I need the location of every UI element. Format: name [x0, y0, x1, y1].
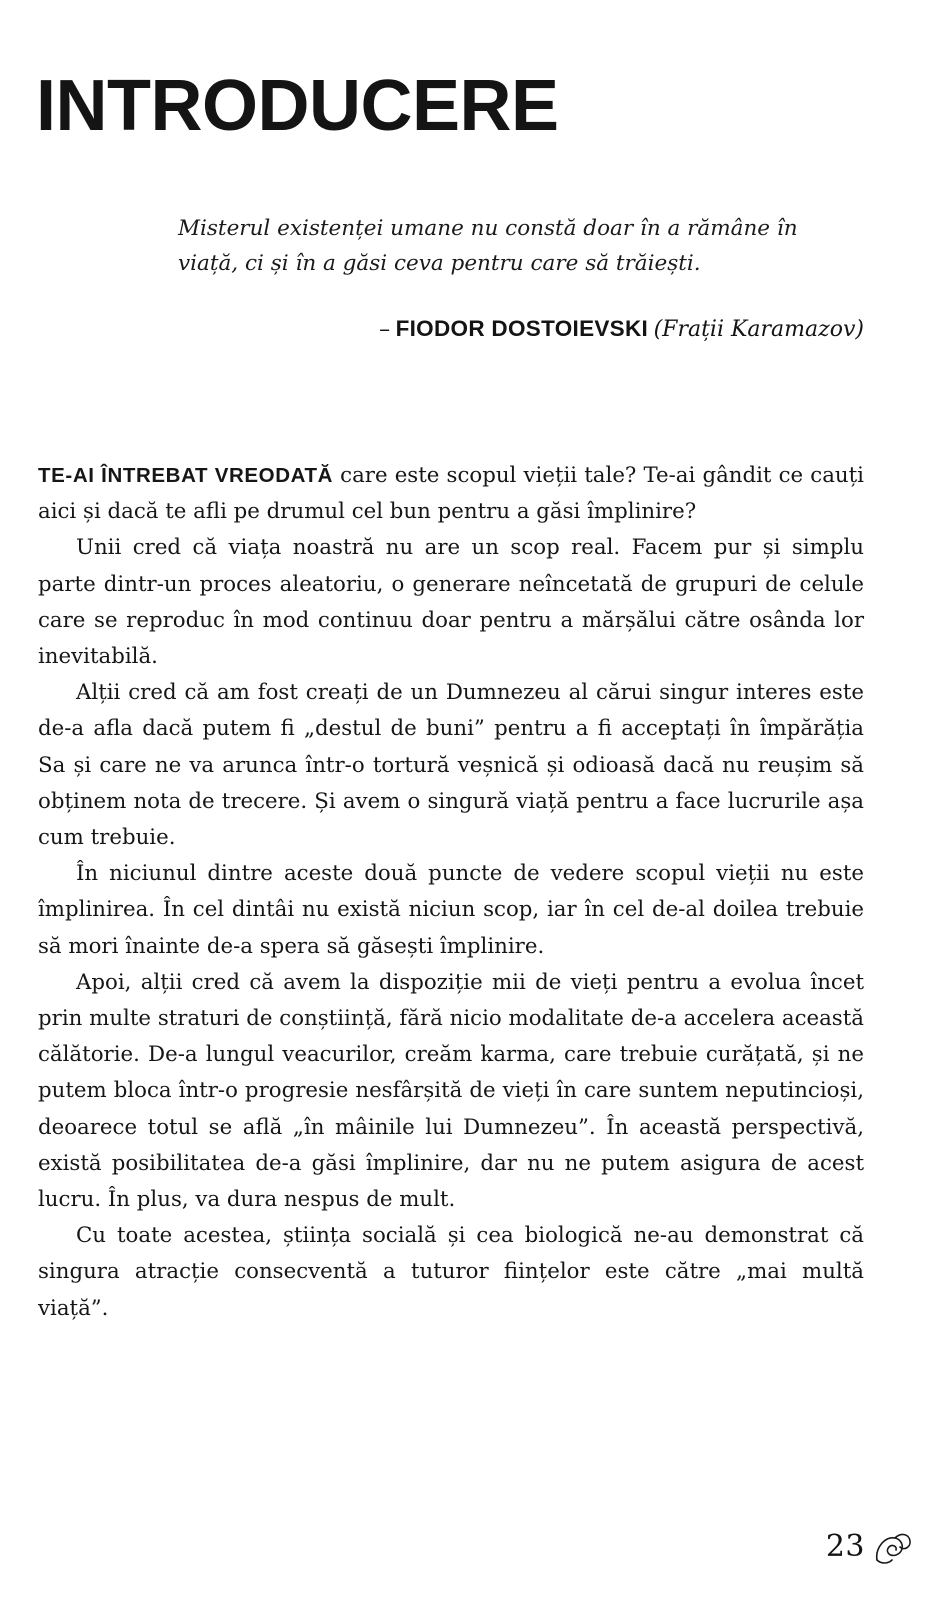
paragraph-text: care este scopul vieții tale? Te-ai gândit ce cauți aici și dacă te afli pe drumul cel bun pentru a găsi împlinire? — [38, 463, 864, 525]
epigraph-attribution — [178, 314, 864, 345]
flourish-ornament-icon — [871, 1526, 915, 1570]
attribution-author: FIODOR DOSTOIEVSKI — [395, 315, 649, 341]
page-title: INTRODUCERE — [36, 66, 559, 147]
paragraph — [38, 458, 864, 530]
paragraph: Unii cred că viața noastră nu are un scop real. Facem pur și simplu parte dintr-un proces aleatoriu, o generare neîncetată de grupuri de celule care se reproduc în mod continuu doar pentru a mărșălui către osânda lor inevitabilă. — [38, 535, 864, 670]
attribution-work: (Frații Karamazov) — [653, 316, 864, 342]
paragraph: Apoi, alții cred că avem la dispoziție mii de vieți pentru a evolua încet prin multe straturi de conștiință, fără nicio modalitate de-a accelera această călătorie. De-a lungul veacurilor, creăm karma, care trebuie curățată, și ne putem bloca într-o progresie nesfârșită de vieți în care suntem neputincioși, deoarece totul se află „în mâinile lui Dumnezeu”. În această perspectivă, există posibilitatea de-a găsi împlinire, dar nu ne putem asigura de acest lucru. În plus, va dura nespus de mult. — [38, 969, 864, 1213]
page-number: 23 — [825, 1529, 865, 1564]
paragraph: Cu toate acestea, știința socială și cea biologică ne-au demonstrat că singura atracție consecventă a tuturor ființelor este către „mai multă viață”. — [38, 1223, 864, 1321]
lead-in-text: TE-AI ÎNTREBAT VREODATĂ — [38, 464, 334, 487]
epigraph-block — [178, 212, 864, 344]
paragraph: În niciunul dintre aceste două puncte de vedere scopul vieții nu este împlinirea. În cel dintâi nu există niciun scop, iar în cel de-al doilea trebuie să mori înainte de-a spera să găsești împlinire. — [38, 861, 864, 959]
epigraph-quote: Misterul existenței umane nu constă doar în a rămâne în viață, ci și în a găsi ceva pentru care să trăiești. — [178, 216, 798, 276]
paragraph: Alții cred că am fost creați de un Dumnezeu al cărui singur interes este de-a afla dacă putem fi „destul de buni” pentru a fi acceptați în împărăția Sa și care ne va arunca într-o tortură veșnică și odioasă dacă nu reușim să obținem nota de trecere. Și avem o singură viață pentru a face lucrurile așa cum trebuie. — [38, 680, 864, 851]
attribution-dash: – — [379, 316, 391, 342]
body-text — [38, 458, 864, 1327]
